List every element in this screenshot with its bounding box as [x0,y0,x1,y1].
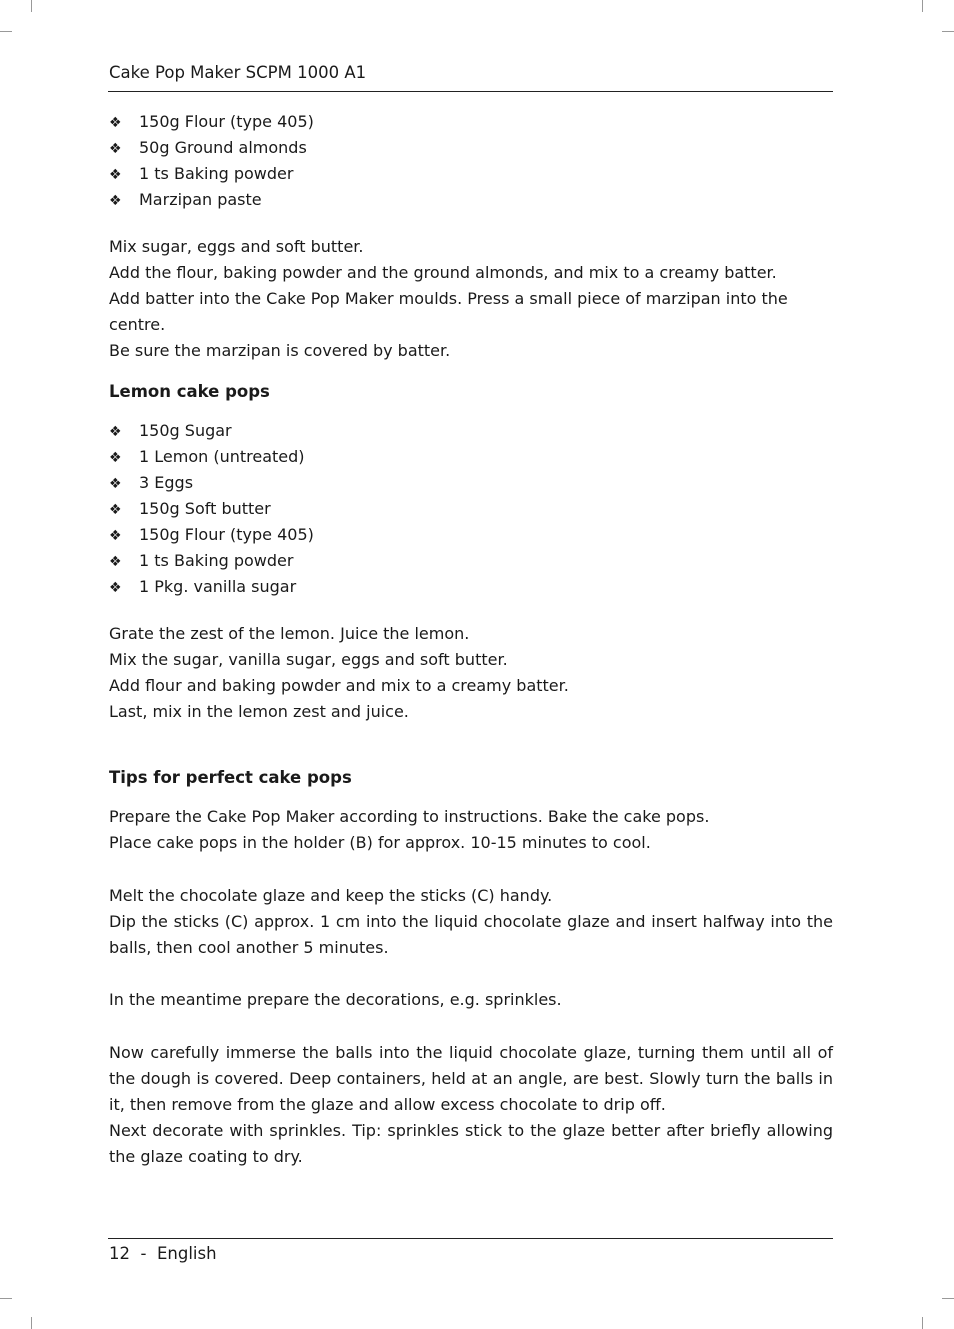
crop-mark [942,1298,954,1299]
diamond-bullet-icon: ❖ [109,167,122,183]
diamond-bullet-icon: ❖ [109,476,122,492]
list-item: ❖ 1 Pkg. vanilla sugar [109,574,833,600]
page-footer [109,1243,217,1265]
lemon-instructions: Grate the zest of the lemon. Juice the lemon. Mix the sugar, vanilla sugar, eggs and soft butter. Add flour and baking powder and mix to a creamy batter. Last, mix in the lemon zest and juice. [109,624,569,721]
crop-mark [0,31,12,32]
list-item: ❖ Marzipan paste [109,187,833,213]
list-item: ❖ 150g Flour (type 405) [109,522,833,548]
section-heading-tips: Tips for perfect cake pops [109,768,352,787]
list-item: ❖ 1 ts Baking powder [109,548,833,574]
list-item: ❖ 150g Flour (type 405) [109,109,833,135]
list-item: ❖ 1 ts Baking powder [109,161,833,187]
diamond-bullet-icon: ❖ [109,193,122,209]
crop-mark [942,31,954,32]
tips-paragraph-1: Prepare the Cake Pop Maker according to instructions. Bake the cake pops. Place cake pops in the holder (B) for approx. 10-15 minutes to cool. [109,807,710,852]
list-item: ❖ 3 Eggs [109,470,833,496]
footer-language: English [156,1244,217,1263]
ingredient-list-marzipan [109,109,833,213]
list-item: ❖ 50g Ground almonds [109,135,833,161]
crop-mark [922,0,923,12]
diamond-bullet-icon: ❖ [109,115,122,131]
list-item: ❖ 1 Lemon (untreated) [109,444,833,470]
page-number: 12 [109,1244,130,1263]
section-heading-lemon: Lemon cake pops [109,382,270,401]
tips-paragraph-3: In the meantime prepare the decorations, e.g. sprinkles. [109,990,562,1009]
diamond-bullet-icon: ❖ [109,450,122,466]
diamond-bullet-icon: ❖ [109,141,122,157]
diamond-bullet-icon: ❖ [109,554,122,570]
footer-separator: - [140,1244,147,1263]
ingredient-list-lemon [109,418,833,600]
diamond-bullet-icon: ❖ [109,502,122,518]
footer-rule [108,1238,833,1239]
tips-paragraph-2: Melt the chocolate glaze and keep the sticks (C) handy. Dip the sticks (C) approx. 1 cm into the liquid chocolate glaze and insert halfway into the balls, then cool another 5 minutes. [109,886,833,957]
diamond-bullet-icon: ❖ [109,580,122,596]
page-header: Cake Pop Maker SCPM 1000 A1 [109,63,367,82]
diamond-bullet-icon: ❖ [109,424,122,440]
marzipan-instructions: Mix sugar, eggs and soft butter. Add the flour, baking powder and the ground almonds, and mix to a creamy batter. Add batter into the Cake Pop Maker moulds. Press a small piece of marzipan into the centre. Be sure the marzipan is covered by batter. [109,237,788,360]
crop-mark [31,0,32,12]
diamond-bullet-icon: ❖ [109,528,122,544]
header-rule [108,91,833,92]
list-item: ❖ 150g Sugar [109,418,833,444]
crop-mark [31,1317,32,1329]
tips-paragraph-4: Now carefully immerse the balls into the liquid chocolate glaze, turning them until all of the dough is covered. Deep containers, held at an angle, are best. Slowly turn the balls in it, then remove from the glaze and allow excess chocolate to drip off. Next decorate with sprinkles. Tip: sprinkles stick to the glaze better after briefly allowing the glaze coating to dry. [109,1043,833,1166]
crop-mark [922,1317,923,1329]
list-item: ❖ 150g Soft butter [109,496,833,522]
crop-mark [0,1298,12,1299]
